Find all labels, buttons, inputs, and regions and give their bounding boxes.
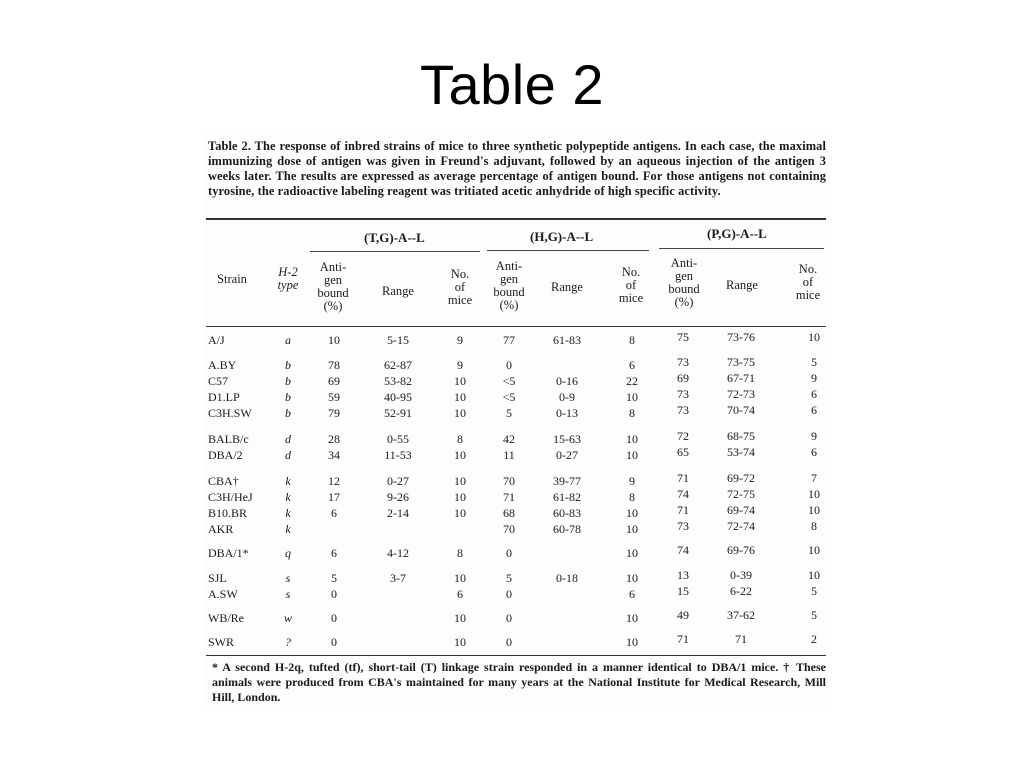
cell-hg-no-mice: 8 xyxy=(629,333,635,347)
cell-h2-type: s xyxy=(285,587,291,601)
cell-pg-no-mice: 8 xyxy=(811,519,817,533)
cell-strain: WB/Re xyxy=(208,611,244,625)
cell-hg-no-mice: 8 xyxy=(629,490,635,504)
cell-strain: BALB/c xyxy=(208,432,249,446)
cell-pg-antigen-bound: 73 xyxy=(677,519,689,533)
header-pg-no-mice: No. of mice xyxy=(795,262,821,302)
cell-tg-range: 5-15 xyxy=(387,333,409,347)
cell-tg-antigen-bound: 5 xyxy=(331,571,337,585)
cell-h2-type: b xyxy=(285,406,291,420)
table-footnote: * A second H-2q, tufted (tf), short-tail (T) linkage strain responded in a manner identical to DBA/1 mice. † These animals were produced from CBA's maintained for many years at the National Institute for Medical Research, Mill Hill, London. xyxy=(212,660,826,704)
cell-hg-antigen-bound: 42 xyxy=(503,432,515,446)
cell-pg-antigen-bound: 71 xyxy=(677,503,689,517)
cell-tg-no-mice: 10 xyxy=(454,390,466,404)
cell-hg-antigen-bound: 70 xyxy=(503,522,515,536)
cell-h2-type: d xyxy=(285,448,291,462)
cell-h2-type: d xyxy=(285,432,291,446)
bottom-rule xyxy=(206,655,826,656)
cell-pg-no-mice: 9 xyxy=(811,429,817,443)
cell-pg-no-mice: 10 xyxy=(808,503,820,517)
cell-hg-antigen-bound: 0 xyxy=(506,587,512,601)
table-caption: Table 2. The response of inbred strains of mice to three synthetic polypeptide antigens. In each case, the maximal immunizing dose of antigen was given in Freund's adjuvant, followed by an aqueous injection of the antigen 3 weeks later. The results are expressed as average percentage of antigen bound. For those antigens not containing tyrosine, the radioactive labeling reagent was tritiated acetic anhydride of high specific activity. xyxy=(208,139,826,198)
header-bottom-rule xyxy=(206,326,826,327)
cell-pg-range: 6-22 xyxy=(730,584,752,598)
cell-h2-type: k xyxy=(285,522,291,536)
cell-tg-no-mice: 10 xyxy=(454,635,466,649)
cell-hg-range: 0-16 xyxy=(556,374,578,388)
cell-strain: A.SW xyxy=(208,587,238,601)
group-rule-pg xyxy=(659,248,824,249)
cell-h2-type: k xyxy=(285,490,291,504)
cell-pg-range: 72-74 xyxy=(727,519,755,533)
cell-pg-antigen-bound: 15 xyxy=(677,584,689,598)
cell-hg-antigen-bound: 70 xyxy=(503,474,515,488)
cell-h2-type: ? xyxy=(285,635,291,649)
cell-pg-range: 69-74 xyxy=(727,503,755,517)
cell-pg-no-mice: 5 xyxy=(811,584,817,598)
cell-pg-no-mice: 5 xyxy=(811,355,817,369)
cell-tg-no-mice: 10 xyxy=(454,374,466,388)
cell-h2-type: b xyxy=(285,374,291,388)
cell-tg-no-mice: 10 xyxy=(454,506,466,520)
header-strain: Strain xyxy=(217,272,247,286)
header-hg-range: Range xyxy=(551,280,583,294)
cell-pg-no-mice: 2 xyxy=(811,632,817,646)
cell-hg-antigen-bound: 0 xyxy=(506,611,512,625)
cell-pg-antigen-bound: 71 xyxy=(677,632,689,646)
cell-hg-range: 0-13 xyxy=(556,406,578,420)
cell-pg-antigen-bound: 73 xyxy=(677,387,689,401)
cell-pg-antigen-bound: 65 xyxy=(677,445,689,459)
cell-hg-no-mice: 9 xyxy=(629,474,635,488)
cell-tg-antigen-bound: 78 xyxy=(328,358,340,372)
cell-tg-range: 52-91 xyxy=(384,406,412,420)
cell-strain: CBA† xyxy=(208,474,239,488)
cell-strain: SJL xyxy=(208,571,227,585)
cell-tg-antigen-bound: 6 xyxy=(331,506,337,520)
cell-h2-type: q xyxy=(285,546,291,560)
cell-hg-range: 61-82 xyxy=(553,490,581,504)
cell-hg-antigen-bound: 68 xyxy=(503,506,515,520)
cell-hg-no-mice: 10 xyxy=(626,611,638,625)
cell-pg-antigen-bound: 74 xyxy=(677,543,689,557)
cell-tg-antigen-bound: 79 xyxy=(328,406,340,420)
cell-pg-antigen-bound: 49 xyxy=(677,608,689,622)
cell-hg-antigen-bound: 0 xyxy=(506,546,512,560)
cell-hg-no-mice: 6 xyxy=(629,358,635,372)
cell-pg-antigen-bound: 75 xyxy=(677,330,689,344)
cell-tg-no-mice: 10 xyxy=(454,448,466,462)
cell-pg-antigen-bound: 73 xyxy=(677,403,689,417)
cell-strain: A.BY xyxy=(208,358,237,372)
cell-tg-range: 4-12 xyxy=(387,546,409,560)
cell-pg-no-mice: 5 xyxy=(811,608,817,622)
cell-h2-type: b xyxy=(285,390,291,404)
cell-pg-range: 69-76 xyxy=(727,543,755,557)
cell-tg-antigen-bound: 28 xyxy=(328,432,340,446)
cell-tg-no-mice: 10 xyxy=(454,406,466,420)
cell-tg-no-mice: 10 xyxy=(454,571,466,585)
cell-pg-range: 0-39 xyxy=(730,568,752,582)
cell-tg-antigen-bound: 12 xyxy=(328,474,340,488)
cell-pg-range: 72-73 xyxy=(727,387,755,401)
cell-hg-antigen-bound: <5 xyxy=(502,390,516,404)
cell-pg-no-mice: 10 xyxy=(808,568,820,582)
cell-tg-range: 3-7 xyxy=(390,571,406,585)
cell-strain: C57 xyxy=(208,374,229,388)
group-header-pg: (P,G)-A--L xyxy=(707,226,767,241)
cell-h2-type: a xyxy=(285,333,291,347)
cell-tg-range: 9-26 xyxy=(387,490,409,504)
cell-hg-no-mice: 10 xyxy=(626,448,638,462)
cell-pg-range: 53-74 xyxy=(727,445,755,459)
cell-pg-no-mice: 7 xyxy=(811,471,817,485)
cell-tg-range: 11-53 xyxy=(384,448,412,462)
cell-pg-range: 72-75 xyxy=(727,487,755,501)
cell-tg-no-mice: 8 xyxy=(457,546,463,560)
top-rule xyxy=(206,218,826,220)
cell-pg-no-mice: 6 xyxy=(811,403,817,417)
cell-tg-antigen-bound: 0 xyxy=(331,635,337,649)
cell-strain: C3H/HeJ xyxy=(208,490,253,504)
cell-pg-range: 73-76 xyxy=(727,330,755,344)
cell-tg-antigen-bound: 34 xyxy=(328,448,340,462)
cell-hg-antigen-bound: 0 xyxy=(506,635,512,649)
cell-h2-type: k xyxy=(285,506,291,520)
cell-pg-antigen-bound: 69 xyxy=(677,371,689,385)
cell-hg-range: 0-18 xyxy=(556,571,578,585)
cell-h2-type: b xyxy=(285,358,291,372)
cell-hg-antigen-bound: 11 xyxy=(503,448,515,462)
cell-hg-no-mice: 10 xyxy=(626,635,638,649)
cell-pg-range: 70-74 xyxy=(727,403,755,417)
cell-hg-range: 60-83 xyxy=(553,506,581,520)
slide-title: Table 2 xyxy=(419,53,605,116)
cell-hg-antigen-bound: <5 xyxy=(502,374,516,388)
cell-pg-antigen-bound: 72 xyxy=(677,429,689,443)
header-tg-antigen-bound: Anti- gen bound (%) xyxy=(317,260,349,313)
cell-strain: B10.BR xyxy=(208,506,248,520)
cell-hg-range: 0-9 xyxy=(559,390,575,404)
header-pg-range: Range xyxy=(726,278,758,292)
cell-tg-antigen-bound: 10 xyxy=(328,333,340,347)
cell-tg-range: 0-27 xyxy=(387,474,409,488)
cell-pg-no-mice: 9 xyxy=(811,371,817,385)
group-header-tg: (T,G)-A--L xyxy=(364,230,425,245)
group-rule-tg xyxy=(310,251,480,252)
cell-hg-no-mice: 10 xyxy=(626,546,638,560)
cell-tg-antigen-bound: 17 xyxy=(328,490,340,504)
cell-pg-range: 67-71 xyxy=(727,371,755,385)
cell-tg-no-mice: 9 xyxy=(457,358,463,372)
cell-hg-no-mice: 6 xyxy=(629,587,635,601)
cell-hg-antigen-bound: 77 xyxy=(503,333,515,347)
cell-tg-no-mice: 10 xyxy=(454,611,466,625)
cell-hg-range: 60-78 xyxy=(553,522,581,536)
cell-hg-antigen-bound: 5 xyxy=(506,571,512,585)
cell-tg-range: 53-82 xyxy=(384,374,412,388)
cell-hg-range: 61-83 xyxy=(553,333,581,347)
cell-pg-no-mice: 10 xyxy=(808,543,820,557)
cell-tg-range: 0-55 xyxy=(387,432,409,446)
cell-hg-no-mice: 22 xyxy=(626,374,638,388)
cell-tg-range: 2-14 xyxy=(387,506,409,520)
cell-tg-no-mice: 8 xyxy=(457,432,463,446)
header-pg-antigen-bound: Anti- gen bound (%) xyxy=(668,256,700,309)
cell-hg-antigen-bound: 0 xyxy=(506,358,512,372)
header-hg-no-mice: No. of mice xyxy=(618,265,644,305)
cell-pg-antigen-bound: 74 xyxy=(677,487,689,501)
cell-tg-antigen-bound: 0 xyxy=(331,587,337,601)
cell-strain: SWR xyxy=(208,635,235,649)
cell-hg-no-mice: 8 xyxy=(629,406,635,420)
group-header-hg: (H,G)-A--L xyxy=(530,229,594,244)
cell-pg-antigen-bound: 71 xyxy=(677,471,689,485)
cell-tg-range: 62-87 xyxy=(384,358,412,372)
cell-tg-antigen-bound: 0 xyxy=(331,611,337,625)
scanned-table-image xyxy=(204,133,832,708)
cell-pg-antigen-bound: 73 xyxy=(677,355,689,369)
header-h2-type: H-2 type xyxy=(277,265,299,292)
cell-hg-range: 15-63 xyxy=(553,432,581,446)
cell-h2-type: w xyxy=(283,611,292,625)
cell-pg-no-mice: 6 xyxy=(811,387,817,401)
cell-tg-no-mice: 10 xyxy=(454,490,466,504)
cell-pg-no-mice: 10 xyxy=(808,487,820,501)
cell-strain: DBA/1* xyxy=(208,546,249,560)
cell-hg-no-mice: 10 xyxy=(626,432,638,446)
cell-hg-range: 39-77 xyxy=(553,474,581,488)
cell-strain: D1.LP xyxy=(208,390,240,404)
header-tg-no-mice: No. of mice xyxy=(447,267,473,307)
cell-hg-range: 0-27 xyxy=(556,448,578,462)
cell-strain: AKR xyxy=(208,522,234,536)
cell-pg-no-mice: 10 xyxy=(808,330,820,344)
cell-h2-type: k xyxy=(285,474,291,488)
cell-pg-range: 68-75 xyxy=(727,429,755,443)
group-rule-hg xyxy=(487,250,649,251)
cell-tg-antigen-bound: 69 xyxy=(328,374,340,388)
cell-hg-no-mice: 10 xyxy=(626,506,638,520)
cell-pg-antigen-bound: 13 xyxy=(677,568,689,582)
cell-tg-antigen-bound: 6 xyxy=(331,546,337,560)
cell-strain: C3H.SW xyxy=(208,406,252,420)
cell-pg-range: 37-62 xyxy=(727,608,755,622)
cell-pg-no-mice: 6 xyxy=(811,445,817,459)
cell-tg-no-mice: 10 xyxy=(454,474,466,488)
header-hg-antigen-bound: Anti- gen bound (%) xyxy=(493,259,525,312)
cell-h2-type: s xyxy=(285,571,291,585)
cell-tg-antigen-bound: 59 xyxy=(328,390,340,404)
cell-hg-no-mice: 10 xyxy=(626,390,638,404)
cell-tg-no-mice: 6 xyxy=(457,587,463,601)
cell-pg-range: 69-72 xyxy=(727,471,755,485)
cell-tg-range: 40-95 xyxy=(384,390,412,404)
cell-strain: A/J xyxy=(208,333,225,347)
cell-hg-no-mice: 10 xyxy=(626,522,638,536)
cell-hg-antigen-bound: 5 xyxy=(506,406,512,420)
cell-pg-range: 71 xyxy=(735,632,747,646)
header-tg-range: Range xyxy=(382,284,414,298)
cell-pg-range: 73-75 xyxy=(727,355,755,369)
cell-hg-antigen-bound: 71 xyxy=(503,490,515,504)
cell-hg-no-mice: 10 xyxy=(626,571,638,585)
cell-tg-no-mice: 9 xyxy=(457,333,463,347)
cell-strain: DBA/2 xyxy=(208,448,243,462)
